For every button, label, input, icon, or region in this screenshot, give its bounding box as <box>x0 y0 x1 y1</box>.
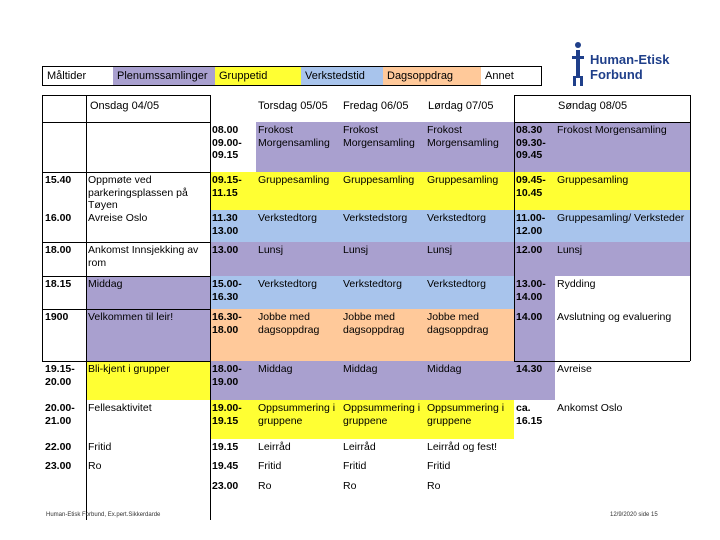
wed-time-3: 18.00 <box>45 244 72 256</box>
wed-time-8: 22.00 <box>45 441 72 453</box>
thu-event-1: Frokost Morgensamling <box>256 122 341 172</box>
sat-event-8: Oppsummering i gruppene <box>425 400 514 439</box>
grid-line <box>514 122 690 123</box>
sun-time-1: 08.30 09.30-09.45 <box>514 122 555 172</box>
wed-time-2: 16.00 <box>45 212 72 224</box>
thu-event-2: Gruppesamling <box>256 172 341 210</box>
sun-time-2: 09.45-10.45 <box>514 172 555 210</box>
wed-event-1: Oppmøte ved parkeringsplassen på Tøyen <box>86 172 210 210</box>
grid-line <box>42 172 210 173</box>
wed-time-1: 15.40 <box>45 174 72 186</box>
mid-time-8: 19.00-19.15 <box>210 400 256 439</box>
sun-event-8: Ankomst Oslo <box>555 400 690 439</box>
sun-event-4: Lunsj <box>555 242 690 276</box>
wed-event-2: Avreise Oslo <box>86 210 210 242</box>
mid-time-4: 13.00 <box>210 242 256 276</box>
sat-event-5: Verkstedtorg <box>425 276 514 309</box>
header-thursday: Torsdag 05/05 <box>258 100 328 112</box>
mid-time-3: 11.30 13.00 <box>210 210 256 242</box>
mid-time-11: 23.00 <box>212 480 239 492</box>
mid-time-1: 08.00 09.00-09.15 <box>212 124 242 161</box>
legend-day-assignment: Dagsoppdrag <box>383 67 481 85</box>
sat-event-10: Fritid <box>427 460 451 472</box>
mid-time-2: 09.15-11.15 <box>210 172 256 210</box>
wed-event-9: Ro <box>86 458 210 478</box>
mid-time-6: 16.30-18.00 <box>210 309 256 361</box>
wed-time-7: 20.00-21.00 <box>45 402 75 427</box>
wed-time-4: 18.15 <box>45 278 72 290</box>
legend-group-time: Gruppetid <box>215 67 301 85</box>
sat-event-11: Ro <box>427 480 441 492</box>
header-sunday: Søndag 08/05 <box>558 100 628 112</box>
header-saturday: Lørdag 07/05 <box>428 100 494 112</box>
fri-event-6: Jobbe med dagsoppdrag <box>341 309 425 361</box>
grid-line <box>210 95 211 520</box>
fri-event-1: Frokost Morgensamling <box>341 122 425 172</box>
sat-event-6: Jobbe med dagsoppdrag <box>425 309 514 361</box>
mid-time-5: 15.00-16.30 <box>210 276 256 309</box>
sat-event-4: Lunsj <box>425 242 514 276</box>
logo-line2: Forbund <box>590 67 643 82</box>
sat-event-2: Gruppesamling <box>425 172 514 210</box>
grid-line <box>86 95 87 520</box>
sun-event-1: Frokost Morgensamling <box>555 122 690 172</box>
wed-event-3: Ankomst Innsjekking av rom <box>86 242 210 276</box>
grid-line <box>42 242 210 243</box>
fri-event-7: Middag <box>341 361 425 400</box>
fri-event-2: Gruppesamling <box>341 172 425 210</box>
thu-event-3: Verkstedtorg <box>256 210 341 242</box>
grid-line <box>42 309 210 310</box>
grid-line <box>42 95 43 361</box>
wed-event-7: Fellesaktivitet <box>86 400 210 439</box>
thu-event-9: Leirråd <box>258 441 291 453</box>
thu-event-8: Oppsummering i gruppene <box>256 400 341 439</box>
thu-event-10: Fritid <box>258 460 282 472</box>
fri-event-11: Ro <box>343 480 357 492</box>
sun-time-5: 13.00-14.00 <box>514 276 555 309</box>
grid-line <box>42 122 210 123</box>
thu-event-11: Ro <box>258 480 272 492</box>
fri-event-4: Lunsj <box>341 242 425 276</box>
thu-event-6: Jobbe med dagsoppdrag <box>256 309 341 361</box>
wed-time-5: 1900 <box>45 311 69 323</box>
sat-event-3: Verkstedtorg <box>425 210 514 242</box>
grid-line <box>42 361 210 362</box>
sun-time-7: 14.30 <box>514 361 555 400</box>
thu-event-4: Lunsj <box>256 242 341 276</box>
legend-other: Annet <box>481 67 541 85</box>
wed-event-6: Bli-kjent i grupper <box>86 361 210 400</box>
grid-line <box>42 276 210 277</box>
sat-event-9: Leirråd og fest! <box>427 441 498 453</box>
legend-mealtimes: Måltider <box>43 67 113 85</box>
wed-event-4: Middag <box>86 276 210 309</box>
grid-line <box>514 361 690 362</box>
sun-time-6: 14.00 <box>514 309 555 361</box>
grid-line <box>690 95 691 361</box>
header-wednesday: Onsdag 04/05 <box>90 100 160 112</box>
sun-event-7: Avreise <box>555 361 690 400</box>
thu-event-7: Middag <box>256 361 341 400</box>
mid-time-7: 18.00-19.00 <box>210 361 256 400</box>
logo-line1: Human-Etisk <box>590 52 670 67</box>
grid-line <box>42 95 210 96</box>
sun-time-4: 12.00 <box>514 242 555 276</box>
mid-time-10: 19.45 <box>212 460 239 472</box>
grid-line <box>514 95 690 96</box>
sun-event-2: Gruppesamling <box>555 172 690 210</box>
fri-event-8: Oppsummering i gruppene <box>341 400 425 439</box>
fri-event-5: Verkstedtorg <box>341 276 425 309</box>
wed-event-5: Velkommen til leir! <box>86 309 210 361</box>
footer-left: Human-Etisk Forbund, Ex.pert.Sikkerdarde <box>46 512 161 518</box>
legend-plenary: Plenumssamlinger <box>113 67 215 85</box>
fri-event-10: Fritid <box>343 460 367 472</box>
sun-event-6: Avslutning og evaluering <box>555 309 690 361</box>
wed-time-9: 23.00 <box>45 460 72 472</box>
fri-event-3: Verkstedstorg <box>341 210 425 242</box>
grid-line <box>514 95 515 361</box>
sun-event-3: Gruppesamling/ Verksteder <box>555 210 690 242</box>
fri-event-9: Leirråd <box>343 441 376 453</box>
thu-event-5: Verkstedtorg <box>256 276 341 309</box>
sat-event-7: Middag <box>425 361 514 400</box>
sat-event-1: Frokost Morgensamling <box>425 122 514 172</box>
sun-time-8: ca. 16.15 <box>516 402 543 427</box>
wed-time-6: 19.15-20.00 <box>45 363 75 388</box>
sun-event-5: Rydding <box>555 276 690 309</box>
legend-workshop-time: Verkstedstid <box>301 67 383 85</box>
sun-time-3: 11.00-12.00 <box>514 210 555 242</box>
footer-right: 12/9/2020 side 15 <box>610 512 658 518</box>
mid-time-9: 19.15 <box>212 441 239 453</box>
wed-event-8: Fritid <box>86 439 210 458</box>
header-friday: Fredag 06/05 <box>343 100 409 112</box>
